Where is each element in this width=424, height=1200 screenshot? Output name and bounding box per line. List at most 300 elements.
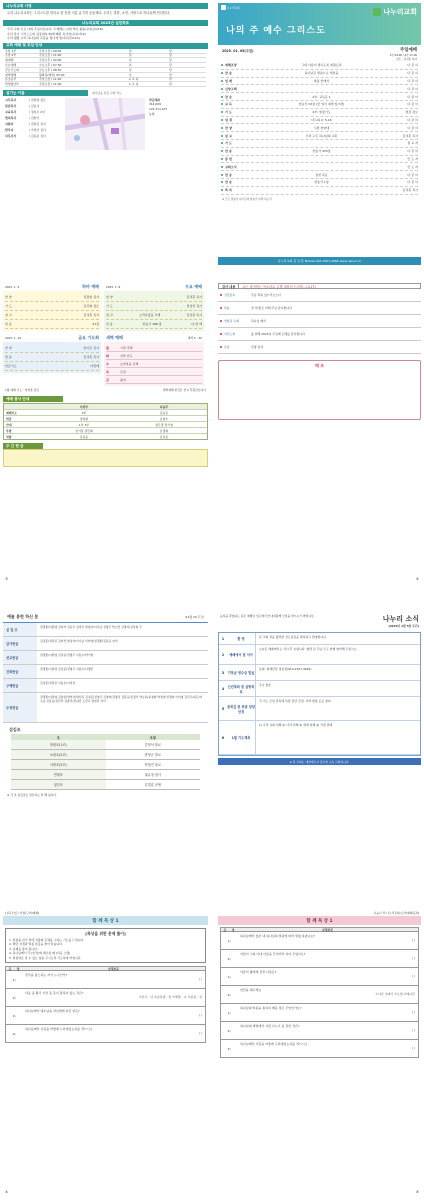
order-person: 김성훈 목사 bbox=[402, 188, 418, 193]
bulletin-page-1-right bbox=[218, 3, 421, 265]
news-row bbox=[219, 721, 420, 755]
stats-row bbox=[11, 780, 200, 790]
order-row bbox=[221, 156, 418, 164]
question-number: 1) bbox=[12, 1013, 16, 1018]
staff-header: 섬기는 이들 bbox=[3, 90, 88, 96]
questions-right bbox=[220, 927, 419, 1058]
goal-item: 우리 생활 우리 하나님의 교훈을 빛나게 합니다(딛2:10) bbox=[7, 36, 80, 41]
worship-row bbox=[5, 320, 99, 329]
worship-row bbox=[106, 302, 202, 311]
category-bullet bbox=[220, 307, 222, 309]
dawn-topic: 시편 강해 bbox=[120, 345, 133, 350]
cell: 본 bbox=[129, 48, 132, 53]
duty-table bbox=[3, 403, 208, 440]
stats-leader: 허영진 장로 bbox=[144, 763, 161, 767]
logo-icon bbox=[221, 5, 226, 10]
duty-this: 전기훈 정민혜 bbox=[75, 428, 93, 433]
category-list bbox=[218, 289, 421, 354]
w2-date: 2025. 1. 8 bbox=[106, 285, 121, 289]
staff-role: 담임목사 bbox=[5, 104, 17, 109]
cell: 금요기도회 bbox=[5, 67, 19, 72]
question-number: 2) bbox=[227, 992, 231, 997]
news-row bbox=[219, 665, 420, 681]
question-body bbox=[237, 968, 418, 985]
staff-role: 사무간사 bbox=[5, 134, 17, 139]
category-bullet bbox=[220, 320, 222, 322]
question-text: 하나님께서 사랑을 어떻게 드러내었는지를 적으시오 bbox=[25, 1027, 93, 1032]
duty-this: 3부 bbox=[81, 410, 87, 415]
question-col: 공 bbox=[223, 927, 227, 932]
worship-row bbox=[5, 311, 99, 320]
worship-cell: 양가은 강사 bbox=[83, 346, 99, 350]
map-icon bbox=[65, 98, 145, 150]
question-body bbox=[22, 989, 205, 1006]
category-subtitle: 나는 참석하는 목소리로 주께 대하심 드리며...(요17) bbox=[242, 284, 316, 289]
question-col: 정 bbox=[231, 927, 235, 932]
question-col: 성경본문 bbox=[321, 927, 334, 932]
stats-row bbox=[11, 750, 200, 760]
offering-names: 김성훈/전하진 김미선 변성자/이수남 이미영/권경종/김용운 자녀 bbox=[40, 639, 118, 643]
order-person: 다 같 이 bbox=[407, 172, 418, 177]
order-icon bbox=[221, 135, 223, 137]
category-title: 검사 내용 bbox=[219, 284, 239, 289]
news-list bbox=[218, 632, 421, 756]
staff-row bbox=[5, 133, 61, 139]
question-row bbox=[5, 1025, 206, 1043]
question-text: 하나님께서 예수님을 자신에게 하신 일은? bbox=[25, 1009, 80, 1014]
offering-names: 김성훈/전하진 이용수/이미선 bbox=[40, 681, 76, 685]
order-row bbox=[221, 163, 418, 171]
stats-leader: 김경훈 선생 bbox=[144, 783, 161, 787]
cell: 관 bbox=[169, 77, 172, 82]
question-row bbox=[5, 971, 206, 989]
question-body bbox=[237, 1040, 418, 1057]
order-person: 김성훈 목사 bbox=[402, 133, 418, 138]
order-item: 기 도 bbox=[225, 110, 232, 115]
cell: 주일오전 / 11:00 bbox=[39, 77, 62, 82]
question-text: 야곱이 형에게 전한 이름은? bbox=[240, 970, 277, 974]
note-a: 1월 에배 기도 : 양상훈 장로 bbox=[5, 388, 40, 392]
order-row bbox=[221, 179, 418, 187]
duty-next: 김진운 bbox=[159, 434, 169, 439]
goal-header: 나누리교회 2025년 실천목표 bbox=[3, 20, 208, 26]
duty-this: 정재필 bbox=[79, 416, 89, 421]
staff-name: / 정지수 2년 bbox=[29, 110, 45, 115]
question-body bbox=[237, 932, 418, 949]
order-content: 말씀 앞에서 bbox=[313, 78, 330, 83]
order-person: 다 같 이 bbox=[407, 125, 418, 130]
question-col: 정 bbox=[16, 966, 20, 971]
category-text: 감명 감사 bbox=[251, 345, 264, 349]
question-number: 2) bbox=[12, 995, 16, 1000]
study-box-lines bbox=[9, 938, 202, 960]
order-icon bbox=[221, 111, 223, 113]
cell: 당 bbox=[169, 67, 172, 72]
bulletin-page-2-left bbox=[3, 283, 208, 585]
stats-row bbox=[11, 740, 200, 750]
w4-title: 새벽 예배 bbox=[106, 335, 123, 340]
question-body bbox=[237, 1004, 418, 1021]
order-content: 다드의 2: 5-16 bbox=[311, 117, 332, 122]
question-row bbox=[220, 932, 419, 950]
offering-box bbox=[3, 449, 208, 467]
news-number: 4 bbox=[221, 686, 225, 691]
dawn-row bbox=[106, 360, 202, 368]
duty-row bbox=[4, 415, 207, 421]
news-title: 나누리 소식 bbox=[382, 615, 419, 623]
worship-cell: 김성훈 목사 bbox=[186, 313, 202, 317]
worship-order bbox=[218, 61, 421, 196]
question-answer: ①천국 - 납 ②임하게 - 빌 ③해방 - 나 ④잠잠 - 천 bbox=[138, 995, 202, 1000]
cell: 학생청년부 bbox=[5, 82, 19, 87]
order-icon bbox=[221, 88, 223, 90]
cell: 본 bbox=[129, 63, 132, 68]
question-answer: ( ) bbox=[411, 956, 415, 961]
question-row bbox=[5, 989, 206, 1007]
order-content: 시편 찬양대 bbox=[313, 125, 330, 130]
cover-footer: 나누리교회 김 성 훈 Mobile 010-1567-2066 www.nanuri.kr bbox=[218, 257, 421, 265]
order-row bbox=[221, 187, 418, 195]
order-icon bbox=[221, 127, 223, 129]
question-number: 1) bbox=[227, 1010, 231, 1015]
news-number: 6 bbox=[221, 735, 225, 740]
order-item: 찬 양 bbox=[225, 125, 232, 130]
staff-name: / 전하진 집사 bbox=[29, 122, 46, 127]
cell: 당 bbox=[169, 63, 172, 68]
question-text: 하나님께서 창조 내 하나님의 말씀에 따라 명령 하셨나요? bbox=[240, 934, 315, 938]
order-icon bbox=[221, 119, 223, 121]
dawn-day: 금 bbox=[106, 377, 109, 382]
category-text: 올 한해 2025년 주님께 은혜를 감사합니다 bbox=[251, 332, 305, 336]
stats-group: 왕원조(1조) bbox=[11, 740, 106, 749]
duty-this: 김용운 bbox=[79, 434, 89, 439]
worship-cell: 말 씀 bbox=[5, 355, 12, 359]
order-item: 예배초청 bbox=[225, 63, 237, 68]
leader: 인도 : 김성훈 목사 bbox=[396, 58, 417, 61]
dawn-row bbox=[106, 352, 202, 360]
order-icon bbox=[221, 150, 223, 152]
order-content: 그대 이름이 빛나도록 영원토록 bbox=[301, 63, 342, 68]
category-name: 목장 bbox=[224, 345, 230, 349]
order-person: 다 같 이 bbox=[407, 63, 418, 68]
category-text: 천 세 좋은 미래 주님 감사합니다 bbox=[251, 306, 292, 310]
question-number: 1) bbox=[227, 974, 231, 979]
offering-names: 권경종/이란영 김통일/박미성/박선옥 김성준/전영주 김영미/김명성 김용욱/김정식 박요하/송영화 박정미/전정희 이미영 김민우/하은/이수남 김용운/김민서 김종민/전하진 오민수 정현진 자녀 bbox=[40, 695, 203, 703]
order-item: 찬 송 bbox=[225, 71, 232, 76]
offering-row bbox=[3, 679, 208, 693]
order-item: 신앙고백 bbox=[225, 86, 237, 91]
news-topic: 신년목회 및 심방목표 bbox=[227, 684, 255, 694]
order-item: 교 독 bbox=[225, 102, 232, 107]
question-row bbox=[220, 986, 419, 1004]
news-date: (2025년 1월 5일 주간) bbox=[388, 624, 419, 628]
worship-row bbox=[106, 311, 202, 320]
stats-leader: 변영규 장로 bbox=[144, 753, 161, 757]
news-topic: 골목길 및 좌담 담당 선정 bbox=[227, 704, 255, 714]
p4-title-left: 함 께 묵 상 1 bbox=[3, 916, 208, 925]
question-answer: ( ) bbox=[411, 938, 415, 943]
worship-cell: 정성연 집사 bbox=[186, 304, 202, 308]
offering-type: 구제헌금 bbox=[3, 679, 37, 692]
order-person: 다 같 이 bbox=[407, 78, 418, 83]
order-item: 교회소식 bbox=[225, 164, 237, 169]
question-body bbox=[22, 971, 205, 988]
dawn-day: 화 bbox=[106, 353, 109, 358]
order-row bbox=[221, 117, 418, 125]
order-icon bbox=[221, 96, 223, 98]
stats-title: 섬김조 bbox=[9, 727, 21, 732]
duty-header: 예배 봉사 안내 bbox=[3, 396, 63, 402]
offering-title: 예물 봉헌 하신 분 bbox=[7, 614, 39, 619]
w3-title: 금요 기도회 bbox=[78, 335, 99, 340]
service-title: 주일예배 bbox=[400, 48, 417, 53]
vision-text: 우리 나누리교회는 그리스도를 머리로 한 몸을 이룬 유기적 공동체다. 우리는 말씀, 소망, 사랑으로 하나님께 헌신한다. bbox=[7, 11, 170, 15]
study-box-line: 1. 말씀을 읽기 전에 성령의 은혜를 구하는 기도를 드립니다. bbox=[9, 938, 85, 942]
study-box bbox=[5, 928, 206, 963]
duty-col: 이번주 bbox=[79, 404, 89, 409]
order-content: 우리 구주 하나님의 교훈 bbox=[305, 133, 338, 138]
category-row bbox=[218, 315, 421, 328]
cell: 당 bbox=[169, 72, 172, 77]
news-text: 각 기도 모임 골목에 목장 담당 선정. 사역 현장 곳곳 참여. bbox=[255, 697, 420, 720]
offering-type: 주정헌금 bbox=[3, 693, 37, 722]
question-text: 하나님께서 사랑을 어떻게 드러내었는지를 적으시오 bbox=[240, 1042, 308, 1046]
question-text: 하나님의 계명에서 사랑 나누기 중 잘한 것은? bbox=[240, 1024, 300, 1028]
offering-row bbox=[3, 665, 208, 679]
duty-next: 김경희 bbox=[159, 428, 169, 433]
worship-cell: 다 함 께 bbox=[191, 322, 202, 326]
question-col: 성경본문 bbox=[107, 966, 120, 971]
staff-role: 교육목사 bbox=[5, 110, 17, 115]
news-row bbox=[219, 697, 420, 721]
bulletin-page-3-right bbox=[218, 612, 421, 892]
worship-cell: 김성훈 목사 bbox=[83, 313, 99, 317]
offering-names: 권경종/이란영 김미자 김동우 김미진 변정자/이수남 전영주 박소연 김명지/김성철 주 bbox=[40, 625, 142, 629]
stats-note: ※ 각 조 섬김조로 헌신하는 한 해 됩니다. bbox=[7, 793, 57, 797]
w2-title: 수요 예배 bbox=[185, 284, 202, 289]
order-person: 다 같 이 bbox=[407, 180, 418, 185]
page-number-4l: ④ bbox=[5, 1190, 9, 1194]
order-row bbox=[221, 109, 418, 117]
goal-list bbox=[3, 26, 208, 42]
worship-cell: 찬 양 bbox=[5, 346, 12, 350]
study-box-line: 3. 문제를 풀어 봅니다. bbox=[9, 946, 38, 951]
order-icon bbox=[221, 103, 223, 105]
bulletin-page-4-left bbox=[3, 910, 208, 1196]
vision-header: 나누리교회 사명 bbox=[3, 3, 208, 9]
page-number-2l: ② bbox=[5, 577, 9, 581]
worship-cell: 찬 양 bbox=[106, 295, 113, 299]
worship-row bbox=[5, 302, 99, 311]
category-name: 여전도회 bbox=[224, 332, 236, 336]
order-content: 찬송가 1장 bbox=[314, 180, 329, 185]
cell: 새벽예배 bbox=[5, 72, 17, 77]
question-body bbox=[22, 1007, 205, 1024]
duty-next: 정은경 전기영 bbox=[155, 422, 173, 427]
cell: 당 bbox=[169, 58, 172, 63]
map-title: 예수님을 섬김 교회 약도 bbox=[92, 91, 122, 96]
w4-rows bbox=[104, 342, 204, 386]
offering-type: 건축헌금 bbox=[3, 665, 37, 678]
staff-role: 협력목사 bbox=[5, 116, 17, 121]
question-answer: ①야곱 ②에서 ③요셉 ④베냐민 bbox=[375, 992, 415, 997]
worship-cell: 설 교 bbox=[106, 313, 113, 317]
dawn-day: 목 bbox=[106, 369, 109, 374]
dawn-day: 수 bbox=[106, 361, 109, 366]
goal-item: 우리 교회 모든 나의 주님이십니다. 주께해는 나의 역이 삶습니다(요14:6) bbox=[7, 27, 103, 31]
order-icon bbox=[221, 189, 223, 191]
stats-table bbox=[11, 734, 200, 790]
question-text: 빈칸을 채우세요 bbox=[240, 988, 262, 992]
category-name: 말씀 bbox=[224, 306, 230, 310]
worship-cell: 설 교 bbox=[5, 313, 12, 317]
dawn-topic: 신학 연구 bbox=[120, 353, 133, 358]
staff-name: / 김용운 집사 bbox=[29, 134, 46, 139]
news-number: 3 bbox=[221, 670, 225, 675]
order-item: 찬 송 bbox=[225, 180, 232, 185]
order-icon bbox=[221, 181, 223, 183]
cell: 본 bbox=[129, 72, 132, 77]
question-answer: ( ) bbox=[198, 977, 202, 982]
offering-header: 주 간 헌 금 bbox=[3, 443, 43, 449]
w3-date: 2025. 1. 10 bbox=[5, 336, 22, 340]
account-list bbox=[149, 102, 206, 117]
worship-cell: 김성훈 목사 bbox=[83, 355, 99, 359]
worship-cell: 찬송가 188 장 bbox=[142, 322, 162, 326]
news-topic: 예배에서 및 식사 bbox=[229, 653, 253, 657]
staff-name: / 전하영 장로 bbox=[29, 98, 46, 103]
stats-group: 청년조 bbox=[11, 780, 106, 789]
w1-rows bbox=[3, 291, 101, 331]
cell: 관 bbox=[169, 82, 172, 87]
cell: 본 bbox=[129, 67, 132, 72]
questions-left bbox=[5, 966, 206, 1043]
duty-role: 예배기도 bbox=[6, 410, 18, 415]
news-text: 1) 우리 교회 위해 2) 나라 위해 3) 세계 위해 4) 가정 위해 bbox=[255, 721, 420, 754]
order-row bbox=[221, 171, 418, 179]
bulletin-date: 2025. 01. 05(주일) bbox=[222, 48, 254, 53]
worship-row bbox=[5, 362, 99, 371]
category-text: 하나님 께서 bbox=[251, 319, 266, 323]
staff-role: 지휘자 bbox=[5, 122, 14, 127]
question-number: 2) bbox=[227, 1028, 231, 1033]
study-box-title: [묵상을 위한 문제 풀이] bbox=[85, 931, 126, 936]
duty-row bbox=[4, 409, 207, 415]
news-row bbox=[219, 633, 420, 645]
cell: 월화목(매일) 05:30 bbox=[39, 72, 65, 77]
offering-row bbox=[3, 651, 208, 665]
news-number: 2 bbox=[221, 652, 225, 657]
offering-row bbox=[3, 637, 208, 651]
offering-type: 선교헌금 bbox=[3, 651, 37, 664]
w2-rows bbox=[104, 291, 204, 331]
news-footer: ※ 본 교회는 대한예수교 장로회 소속 교회입니다. bbox=[218, 758, 421, 765]
category-bullet bbox=[220, 333, 222, 335]
church-map bbox=[65, 98, 145, 150]
category-name: 성경봉독 bbox=[224, 293, 236, 297]
order-item: 찬 송 bbox=[225, 172, 232, 177]
cell: 본 bbox=[129, 53, 132, 58]
category-row bbox=[218, 328, 421, 341]
question-row bbox=[220, 950, 419, 968]
order-icon bbox=[221, 64, 223, 66]
order-icon bbox=[221, 158, 223, 160]
question-answer: ( ) bbox=[411, 1010, 415, 1015]
question-text: 하나님의 말씀을 통하여 배운 점은 무엇인가요? bbox=[240, 1006, 302, 1010]
category-name: 연합과 교제 bbox=[224, 319, 239, 323]
staff-list bbox=[3, 96, 63, 140]
order-content: 2부: 교독문 1 bbox=[312, 94, 331, 99]
worship-row bbox=[5, 344, 99, 353]
staff-name: / 김한기 bbox=[29, 116, 40, 121]
cover-banner bbox=[218, 3, 421, 45]
news-number: 5 bbox=[221, 706, 225, 711]
stats-leader: 김영석 장로 bbox=[144, 743, 161, 747]
order-person: 설 교 자 bbox=[407, 141, 418, 146]
category-bullet bbox=[220, 346, 222, 348]
cell: 당 bbox=[169, 53, 172, 58]
question-answer: ( ) bbox=[411, 974, 415, 979]
order-content: 찬송가 23장 (만 입이 내게 있으면) bbox=[298, 102, 345, 107]
order-person: 다 같 이 bbox=[407, 149, 418, 154]
question-answer: ( ) bbox=[198, 1031, 202, 1036]
order-person: 현장 장로 bbox=[405, 110, 418, 115]
dawn-row bbox=[106, 368, 202, 376]
order-row bbox=[221, 101, 418, 109]
worship-row bbox=[5, 293, 99, 302]
question-number: 3) bbox=[227, 1046, 231, 1051]
cell: 주일오전 / 11:00 bbox=[39, 53, 62, 58]
order-person: 인 도 자 bbox=[407, 156, 418, 161]
order-icon bbox=[221, 142, 223, 144]
account-item: 314,009 bbox=[149, 102, 161, 107]
worship-row bbox=[5, 353, 99, 362]
dawn-topic: 주일 bbox=[120, 369, 126, 374]
p4-label-right: 나눔나 라 나누리교회 [구역예배공과] bbox=[373, 911, 419, 915]
order-item: 찬 송 bbox=[225, 94, 232, 99]
stats-row bbox=[11, 760, 200, 770]
duty-col: 다음주 bbox=[159, 404, 169, 409]
memo-box bbox=[218, 360, 421, 420]
order-person: 다 같 이 bbox=[407, 117, 418, 122]
bulletin-page-3-left bbox=[3, 612, 208, 892]
category-row bbox=[218, 289, 421, 302]
offering-type: 감사헌금 bbox=[3, 637, 37, 650]
order-content: 실천 목표 bbox=[315, 172, 328, 177]
order-row bbox=[221, 70, 418, 78]
duty-this: 1부 3부 bbox=[78, 422, 90, 427]
question-number: 2) bbox=[12, 1031, 16, 1036]
note-b: 새벽예배 헌금은 선교 후원금입니다 bbox=[162, 388, 206, 392]
worship-cell: 소리사랑을 크게 bbox=[139, 313, 161, 317]
cell: 주일 1부 bbox=[5, 48, 17, 53]
duty-role: 헌금 bbox=[6, 416, 12, 421]
study-box-line: 5. 말씀대로 살 수 있는 힘을 주시도록 기도하며 마칩니다. bbox=[9, 955, 82, 960]
offering-names: 권경종/이란영 김성준/전영주 이용수/이명빈 bbox=[40, 667, 94, 671]
category-row bbox=[218, 302, 421, 315]
duty-next: 김용운 bbox=[159, 410, 169, 415]
order-item: 설 교 bbox=[225, 133, 232, 138]
news-topic: 1월 기도제목 bbox=[231, 736, 251, 740]
page-number-2r: ③ bbox=[415, 577, 419, 581]
w3-rows bbox=[3, 342, 101, 373]
order-icon bbox=[221, 174, 223, 176]
order-note: ※ 모든 말씀이 하나님의 말씀이 되게 하소서 bbox=[222, 197, 272, 201]
stats-group: 연세조 bbox=[11, 770, 106, 779]
news-row bbox=[219, 645, 420, 665]
duty-role: 안내 bbox=[6, 422, 12, 427]
order-item: 성 경 bbox=[225, 117, 232, 122]
